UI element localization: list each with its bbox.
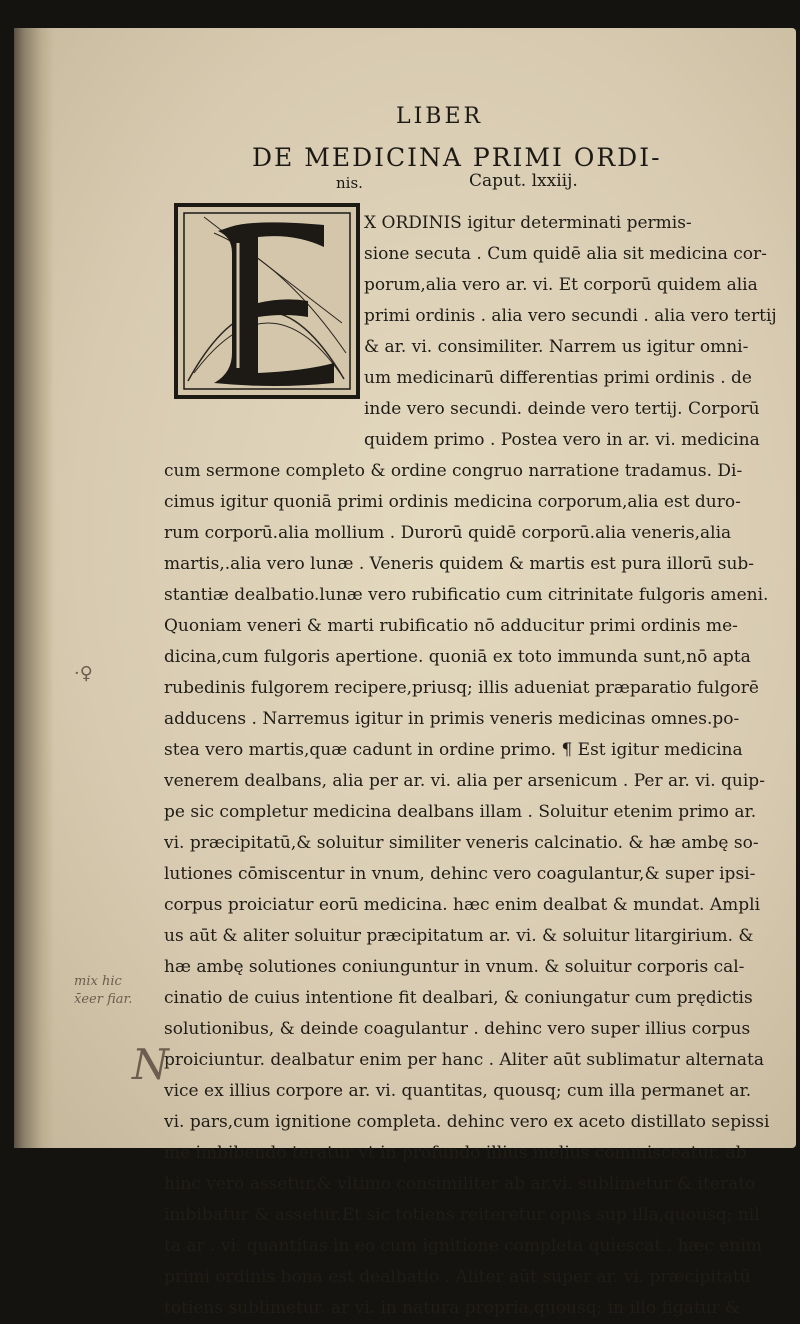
text-line: us aūt & aliter soluitur præcipitatum ar. vi. & soluitur litargirium. & — [164, 926, 754, 946]
text-line: lutiones cōmiscentur in vnum, dehinc vero coagulantur,& super ipsi- — [164, 864, 756, 884]
text-line: primi ordinis bona est dealbatio . Aliter aūt super ar. vi. præcipitatū — [164, 1267, 751, 1287]
text-line: Quoniam veneri & marti rubificatio nō adducitur primi ordinis me- — [164, 616, 738, 636]
book-page — [14, 28, 796, 1318]
text-line: imbibatur & assetur.Et sic totiens reiteretur opus sup illa,quousq; nil — [164, 1205, 760, 1225]
chapter-title: DE MEDICINA PRIMI ORDI- — [252, 143, 662, 172]
text-line: porum,alia vero ar. vi. Et corporū quidem alia — [364, 275, 758, 295]
text-line: pe sic completur medicina dealbans illam . Soluitur etenim primo ar. — [164, 802, 757, 822]
text-line: venerem dealbans, alia per ar. vi. alia per arsenicum . Per ar. vi. quip- — [164, 771, 765, 791]
text-line: ta ar . vi. quantitas in eo cum ignitione completa quiescat . hæc enim — [164, 1236, 762, 1256]
text-line: quidem primo . Postea vero in ar. vi. medicina — [364, 430, 760, 450]
text-line: rum corporū.alia mollium . Durorū quidē corporū.alia veneris,alia — [164, 523, 732, 543]
text-line: corpus proiciatur eorū medicina. hæc enim dealbat & mundat. Ampli — [164, 895, 761, 915]
text-line: & ar. vi. consimiliter. Narrem us igitur omni- — [364, 337, 749, 357]
text-line: dicina,cum fulgoris apertione. quoniā ex toto immunda sunt,nō apta — [164, 647, 751, 667]
text-line: stea vero martis,quæ cadunt in ordine primo. ¶ Est igitur medicina — [164, 740, 743, 760]
text-line: solutionibus, & deinde coagulantur . dehinc vero super illius corpus — [164, 1019, 751, 1039]
marginal-note: ·♀ — [74, 663, 93, 684]
page-edge — [14, 28, 54, 1148]
text-line: proiciuntur. dealbatur enim per hanc . Aliter aūt sublimatur alternata — [164, 1050, 764, 1070]
text-line: vice ex illius corpore ar. vi. quantitas, quousq; cum illa permanet ar. — [164, 1081, 752, 1101]
text-line: vi. pars,cum ignitione completa. dehinc vero ex aceto distillato sepissi — [164, 1112, 770, 1132]
body-text — [164, 208, 777, 1324]
text-line: cum sermone completo & ordine congruo narratione tradamus. Di- — [164, 461, 743, 481]
text-line: rubedinis fulgorem recipere,priusq; illis adueniat præparatio fulgorē — [164, 678, 759, 698]
text-line: hinc vero assetur,& vltimo consimiliter ab ar.vi. sublimetur & iterato — [164, 1174, 756, 1194]
marginal-note-line: mix hic — [74, 974, 122, 989]
text-line: sione secuta . Cum quidē alia sit medicina cor- — [364, 244, 767, 264]
text-line: primi ordinis . alia vero secundi . alia vero tertij — [364, 306, 777, 326]
text-line: hæ ambę solutiones coniunguntur in vnum. & soluitur corporis cal- — [164, 957, 745, 977]
text-line: cinatio de cuius intentione fit dealbari, & coniungatur cum prędictis — [164, 988, 753, 1008]
text-line: inde vero secundi. deinde vero tertij. Corporū — [364, 399, 760, 419]
marginal-note — [74, 973, 132, 1009]
text-line: um medicinarū differentias primi ordinis . de — [364, 368, 752, 388]
text-line: cimus igitur quoniā primi ordinis medicina corporum,alia est duro- — [164, 492, 741, 512]
text-line: martis,.alia vero lunæ . Veneris quidem & martis est pura illorū sub- — [164, 554, 755, 574]
chapter-title-continuation: nis. — [336, 174, 363, 192]
running-head: LIBER — [396, 104, 484, 129]
text-line: stantiæ dealbatio.lunæ vero rubificatio cum citrinitate fulgoris ameni. — [164, 585, 769, 605]
text-line: me imbibendo teratur vt in profundo illius melius commisceatur. ab — [164, 1143, 747, 1163]
marginal-note-line: x̄eer fiar. — [74, 992, 133, 1007]
text-line: X ORDINIS igitur determinati permis- — [364, 213, 692, 233]
chapter-label: Caput. lxxiij. — [469, 171, 578, 191]
text-line: vi. præcipitatū,& soluitur similiter veneris calcinatio. & hæ ambę so- — [164, 833, 759, 853]
text-line: adducens . Narremus igitur in primis veneris medicinas omnes.po- — [164, 709, 740, 729]
marginal-note: N — [132, 1040, 169, 1089]
text-line: totiens sublimetur. ar vi. in natura propria,quousq; in illo figatur & — [164, 1298, 741, 1318]
